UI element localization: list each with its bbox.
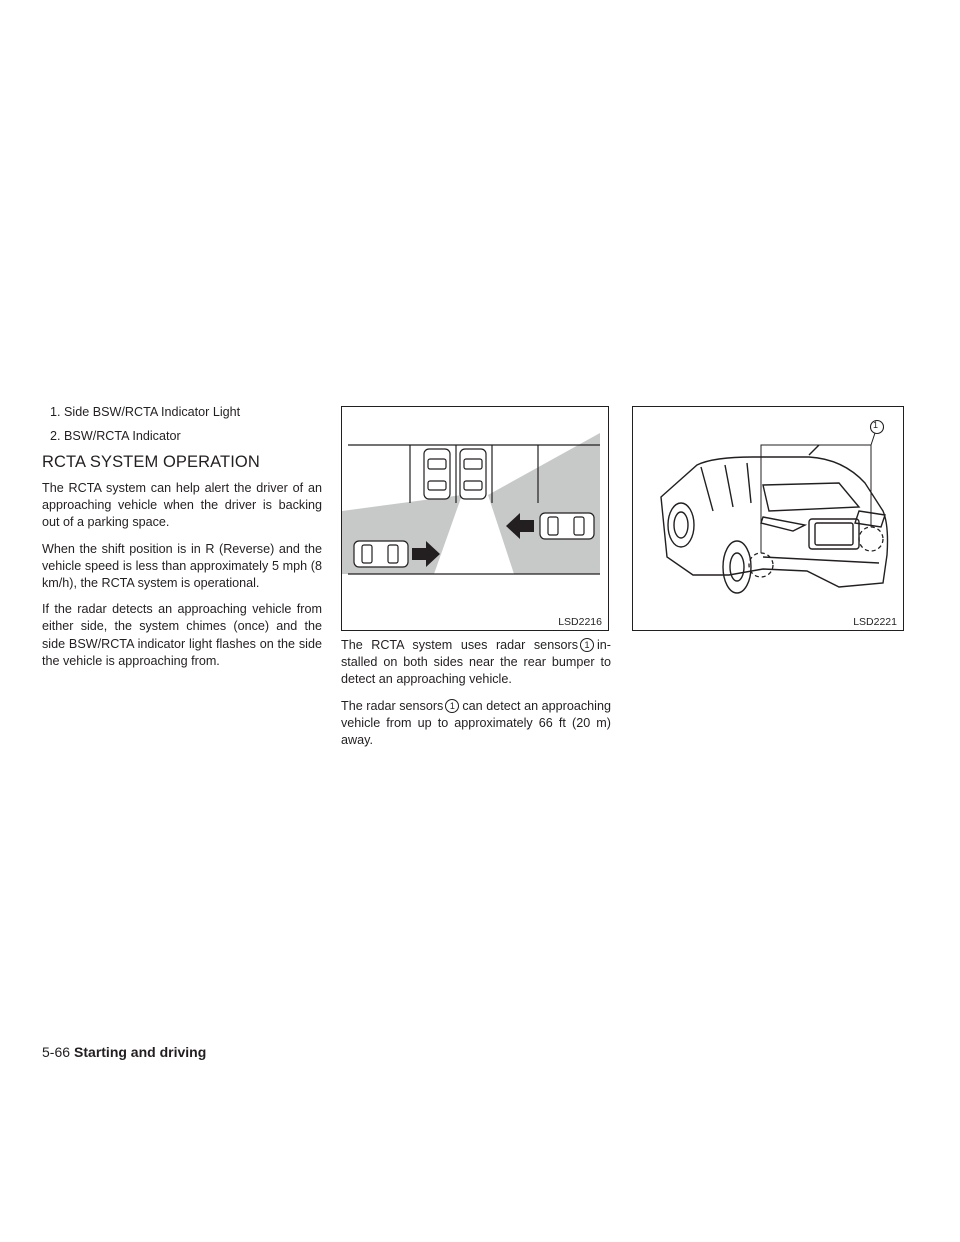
- paragraph: The radar sensors 1 can detect an approaching vehicle from up to approximately 66 ft (20 m) away.: [341, 698, 611, 748]
- parking-lot-figure: [341, 406, 609, 631]
- radar-sensor-left: [749, 553, 773, 577]
- middle-column: [341, 406, 611, 758]
- vehicle-rear-figure: [632, 406, 904, 631]
- right-radar-zone: [488, 433, 600, 574]
- backing-car: [460, 449, 486, 499]
- page-footer: [42, 1044, 206, 1060]
- callout-marker: 1: [445, 699, 459, 713]
- callout-marker: 1: [580, 638, 594, 652]
- list-item: 1. Side BSW/RCTA Indicator Light: [50, 405, 241, 419]
- paragraph: If the radar detects an approaching vehicle from either side, the system chimes (once) and the side BSW/RCTA indicator light flashes on the side the vehicle is approaching from.: [42, 602, 322, 668]
- callout-number: 1: [873, 420, 879, 430]
- list-item: 2. BSW/RCTA Indicator: [50, 429, 181, 443]
- suv-rear-illustration: [633, 407, 903, 630]
- radar-sensor-right: [859, 527, 883, 551]
- figure-code: LSD2216: [558, 616, 602, 628]
- left-column: [42, 404, 322, 679]
- paragraph: The RCTA system uses radar sensors 1 in-stalled on both sides near the rear bumper to detect an approaching vehicle.: [341, 638, 611, 687]
- right-column: [632, 406, 904, 631]
- rcta-parking-illustration: [342, 407, 608, 630]
- section-heading: RCTA SYSTEM OPERATION: [42, 453, 260, 471]
- approaching-car-right: [540, 513, 594, 539]
- parked-car: [424, 449, 450, 499]
- section-name: Starting and driving: [74, 1044, 207, 1060]
- figure-code: LSD2221: [853, 616, 897, 628]
- approaching-car-left: [354, 541, 408, 567]
- page-number: 5-66: [42, 1044, 71, 1060]
- paragraph: The RCTA system can help alert the driver of an approaching vehicle when the driver is backing out of a parking space.: [42, 481, 322, 530]
- paragraph: When the shift position is in R (Reverse) and the vehicle speed is less than approximately 5 mph (8 km/h), the RCTA system is operational.: [42, 541, 322, 591]
